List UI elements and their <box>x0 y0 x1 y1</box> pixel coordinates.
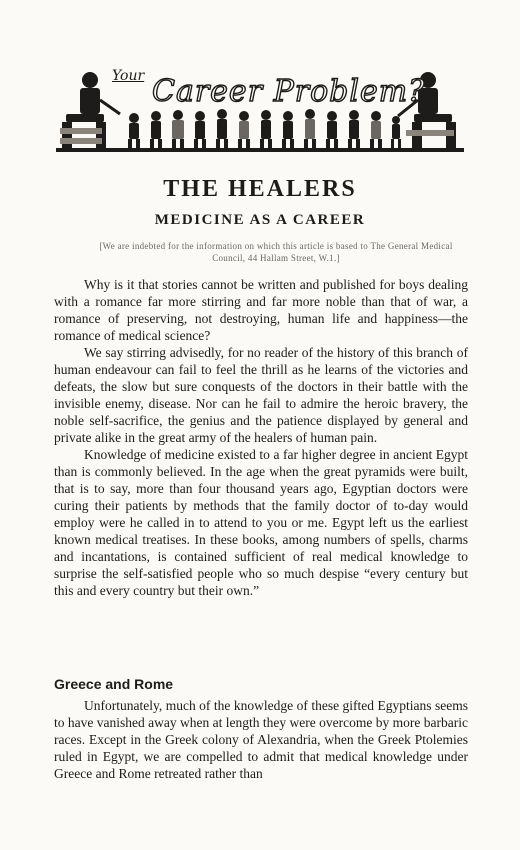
paragraph: Unfortunately, much of the knowledge of these gifted Egyptians seems to have vanished away when at length they were overcome by more barbaric races. Except in the Greek colony of Alexandria, when the Greek Ptolemies ruled in Egypt, we are compelled to admit that medical knowledge under Greece and Rome retreated rather than <box>54 698 468 781</box>
procession-figures <box>128 109 401 148</box>
article-body <box>54 276 468 599</box>
seated-figure-left <box>60 72 120 148</box>
article-title: THE HEALERS <box>163 176 357 202</box>
section-body <box>54 697 468 782</box>
section-heading: Greece and Rome <box>54 676 174 692</box>
banner-your-label: Your <box>112 68 145 84</box>
article-subtitle: MEDICINE AS A CAREER <box>154 212 366 228</box>
paragraph: Why is it that stories cannot be written and published for boys dealing with a romance far more stirring and far more noble than that of war, a romance of preserving, not destroying, human life and happiness—the romance of medical science? <box>54 277 468 343</box>
paragraph: Knowledge of medicine existed to a far higher degree in ancient Egypt than is commonly believed. In the age when the great pyramids were built, that is to say, more than four thousand years ago, Egyptian doctors were curing their patients by methods that the family doctor of to-day would employ were he called in to attend to you or me. Egypt left us the earliest known medical treatises. In these books, among numbers of spells, charms and incantations, is contained sufficient of real medical knowledge to surprise the self-satisfied people who so much despise “every century but this and every country but their own.” <box>54 447 468 598</box>
source-note: [We are indebted for the information on which this article is based to The General Medical Council, 44 Hallam Street, W.1.] <box>99 241 453 263</box>
banner-title: Career Problem? <box>152 74 426 109</box>
paragraph: We say stirring advisedly, for no reader of the history of this branch of human endeavour can fail to feel the thrill as he learns of the victories and defeats, the slow but sure conquests of the doctors in their battle with the invisible enemy, disease. Nor can he fail to admire the heroic bravery, the noble self-sacrifice, the genius and the patience displayed by general and private alike in the great army of the healers of human pain. <box>54 345 468 445</box>
career-banner <box>56 66 464 154</box>
